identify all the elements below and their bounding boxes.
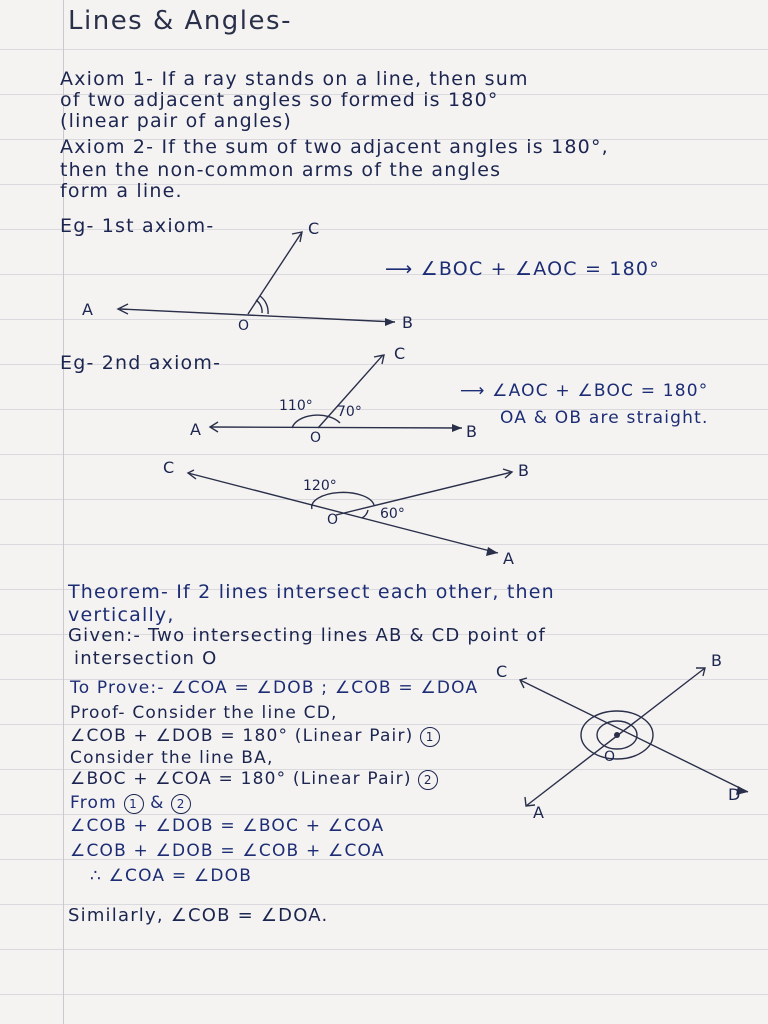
eg2-result2: OA & OB are straight. [500, 408, 709, 428]
eg2b-label-b: B [518, 461, 529, 480]
from-ampersand: & [150, 793, 165, 813]
eg1-result: ⟶ ∠BOC + ∠AOC = 180° [385, 258, 660, 280]
axiom2-line3: form a line. [60, 180, 183, 202]
thm-label-o: O [604, 749, 616, 765]
axiom2-line2: then the non-common arms of the angles [60, 159, 502, 181]
similarly-line: Similarly, ∠COB = ∠DOA. [68, 905, 329, 926]
axiom1-line1: Axiom 1- If a ray stands on a line, then sum [60, 68, 529, 90]
step-line2: ∠COB + ∠DOB = ∠COB + ∠COA [70, 841, 385, 861]
axiom1-line2: of two adjacent angles so formed is 180° [60, 89, 499, 111]
eg2-heading: Eg- 2nd axiom- [60, 352, 222, 374]
thm-label-c: C [496, 662, 508, 681]
theorem-line2: vertically, [68, 604, 175, 626]
proof-line1: Proof- Consider the line CD, [70, 703, 338, 723]
eg1-label-c: C [308, 219, 320, 238]
thm-label-a: A [533, 803, 544, 822]
eg1-label-o: O [238, 318, 250, 334]
step-line3: ∴ ∠COA = ∠DOB [90, 866, 253, 886]
step-line1: ∠COB + ∠DOB = ∠BOC + ∠COA [70, 816, 385, 836]
proof-line3: Consider the line BA, [70, 748, 274, 768]
given-line1: Given:- Two intersecting lines AB & CD point of [68, 625, 546, 646]
eg2-label-c: C [394, 344, 406, 363]
eg1-label-a: A [82, 300, 93, 319]
thm-label-d: D [728, 785, 741, 804]
theorem-line1: Theorem- If 2 lines intersect each other, then [68, 581, 555, 603]
axiom2-line1: Axiom 2- If the sum of two adjacent angles is 180°, [60, 136, 609, 158]
eg2-label-b: B [466, 422, 477, 441]
eg2-angle-110: 110° [279, 398, 313, 414]
eg2-label-o: O [310, 430, 322, 446]
thm-label-b: B [711, 651, 722, 670]
proof-marker-2: 2 [418, 770, 438, 790]
theorem-lines [520, 668, 748, 806]
from-marker-2: 2 [171, 794, 191, 814]
axiom1-line3: (linear pair of angles) [60, 110, 293, 132]
eg2-result1: ⟶ ∠AOC + ∠BOC = 180° [460, 381, 709, 401]
proof-line2-text: ∠COB + ∠DOB = 180° (Linear Pair) [70, 726, 414, 746]
given-line2: intersection O [74, 648, 218, 669]
proof-marker-1: 1 [420, 727, 440, 747]
to-prove: To Prove:- ∠COA = ∠DOB ; ∠COB = ∠DOA [70, 678, 479, 698]
eg1-label-b: B [402, 313, 413, 332]
page-title: Lines & Angles- [68, 6, 292, 36]
eg1-heading: Eg- 1st axiom- [60, 215, 215, 237]
eg2b-angle-120: 120° [303, 478, 337, 494]
from-word: From [70, 793, 117, 813]
eg2b-angle-60: 60° [380, 506, 405, 522]
eg2b-label-a: A [503, 549, 514, 568]
eg2b-label-o: O [327, 512, 339, 528]
eg2-angle-70: 70° [337, 404, 362, 420]
eg2b-label-c: C [163, 458, 175, 477]
proof-line4-text: ∠BOC + ∠COA = 180° (Linear Pair) [70, 769, 412, 789]
from-marker-1: 1 [124, 794, 144, 814]
eg2-label-a: A [190, 420, 201, 439]
